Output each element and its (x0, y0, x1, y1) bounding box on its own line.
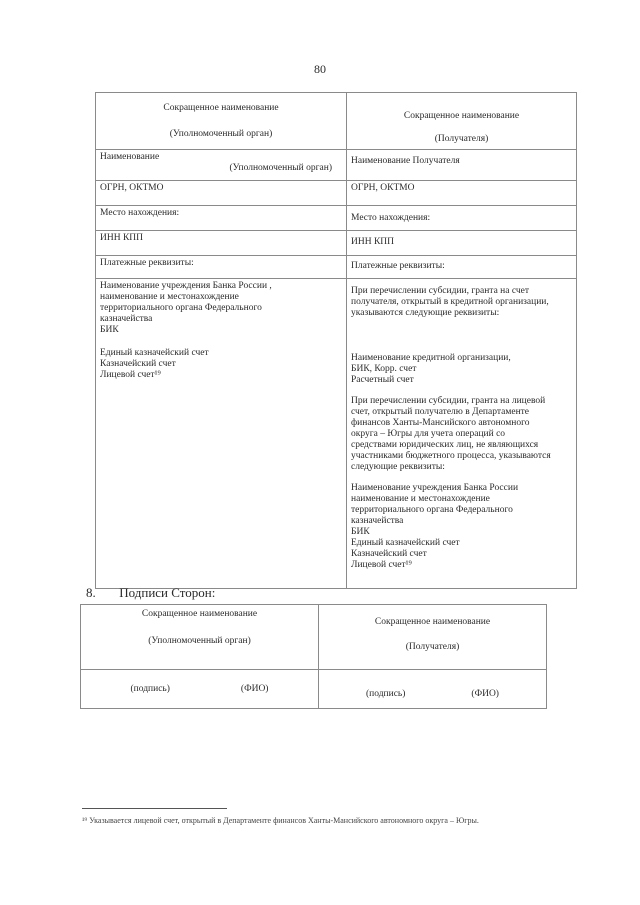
party-details-table (95, 92, 577, 589)
personal-detail-line: Наименование учреждения Банка России (351, 483, 519, 493)
right-inn-cell (347, 231, 577, 256)
personal-intro-line: счет, открытый получателю в Департаменте (351, 407, 530, 417)
name-row (96, 150, 577, 181)
left-bank-line: Наименование учреждения Банка России , (100, 281, 272, 291)
left-requisites-cell (96, 279, 347, 589)
left-name-cell (96, 150, 347, 181)
right-location-cell (347, 206, 577, 231)
credit-detail-line: Расчетный счет (351, 375, 414, 385)
right-payment-label: Платежные реквизиты: (351, 261, 445, 271)
right-short-name: Сокращенное наименование (403, 111, 520, 121)
sig-left-fio-label: (ФИО) (240, 683, 269, 694)
requisites-row (96, 279, 577, 589)
personal-detail-line: Казначейский счет (351, 549, 427, 559)
left-bank-line: территориального органа Федерального (100, 303, 262, 313)
location-row (96, 206, 577, 231)
personal-detail-line: Единый казначейский счет (351, 538, 460, 548)
personal-intro-line: участниками бюджетного процесса, указываются (351, 451, 551, 461)
personal-intro-line: средствами юридических лиц, не являющихся (351, 440, 539, 450)
section-8-heading (86, 585, 215, 601)
left-header-cell (96, 93, 347, 150)
left-account-line: Единый казначейский счет (100, 348, 209, 358)
right-org-label: (Получателя) (434, 134, 489, 144)
right-location-label: Место нахождения: (351, 213, 431, 223)
right-payment-cell (347, 256, 577, 279)
signatures-header-row (81, 605, 547, 670)
credit-intro-line: получателя, открытый в кредитной организации, (351, 297, 549, 307)
signatures-sign-row (81, 670, 547, 709)
left-org-label: (Уполномоченный орган) (169, 129, 273, 139)
sig-right-sign-cell (319, 670, 547, 709)
header-row (96, 93, 577, 150)
left-name-sub: (Уполномоченный орган) (229, 163, 332, 173)
sig-right-name: Сокращенное наименование (374, 617, 491, 627)
right-name-cell (347, 150, 577, 181)
sig-right-header (319, 605, 547, 670)
sig-left-signature-label: (подпись) (130, 683, 170, 694)
signatures-table (80, 604, 547, 709)
personal-detail-line: наименование и местонахождение (351, 494, 490, 504)
page-number: 80 (314, 62, 326, 76)
sig-right-signature-label: (подпись) (365, 688, 406, 699)
footnote-text: ¹⁹ Указывается лицевой счет, открытый в Департаменте финансов Ханты-Мансийского автономного округа – Югры. (82, 816, 479, 825)
sig-right-fio-label: (ФИО) (471, 688, 499, 699)
personal-intro-line: округа – Югры для учета операций со (351, 429, 506, 439)
right-requisites-cell (347, 279, 577, 589)
right-header-cell (347, 93, 577, 150)
personal-detail-line: БИК (351, 527, 370, 537)
credit-intro-line: При перечислении субсидии, гранта на счет (351, 286, 530, 296)
credit-detail-line: БИК, Корр. счет (351, 364, 417, 374)
sig-left-org: (Уполномоченный орган) (148, 636, 251, 646)
left-bank-line: БИК (100, 325, 119, 335)
sig-right-org: (Получателя) (405, 642, 460, 652)
credit-intro-line: указываются следующие реквизиты: (351, 308, 500, 318)
left-bank-line: казначейства (100, 314, 153, 324)
sig-left-header (81, 605, 319, 670)
left-short-name: Сокращенное наименование (163, 103, 279, 113)
personal-intro-line: При перечислении субсидии, гранта на лицевой (351, 396, 546, 406)
personal-intro-line: следующие реквизиты: (351, 462, 445, 472)
personal-intro-line: финансов Ханты-Мансийского автономного (351, 418, 530, 428)
footnote-divider (82, 808, 227, 809)
inn-row (96, 231, 577, 256)
left-ogrn-cell: ОГРН, ОКТМО (96, 181, 347, 206)
payment-row (96, 256, 577, 279)
credit-detail-line: Наименование кредитной организации, (351, 353, 511, 363)
right-name-label: Наименование Получателя (351, 156, 460, 166)
personal-detail-line: территориального органа Федерального (351, 505, 513, 515)
section-number: 8. (86, 585, 96, 600)
sig-left-sign-cell (81, 670, 319, 709)
left-account-line: Лицевой счет¹⁹ (100, 370, 161, 380)
left-inn-cell: ИНН КПП (96, 231, 347, 256)
right-inn-label: ИНН КПП (351, 237, 395, 247)
personal-detail-line: казначейства (351, 516, 404, 526)
ogrn-row (96, 181, 577, 206)
personal-detail-line: Лицевой счет¹⁹ (351, 560, 412, 570)
left-payment-cell: Платежные реквизиты: (96, 256, 347, 279)
left-account-line: Казначейский счет (100, 359, 176, 369)
left-bank-line: наименование и местонахождение (100, 292, 239, 302)
section-title: Подписи Сторон: (119, 585, 216, 600)
left-name-label: Наименование (100, 152, 160, 162)
left-location-cell: Место нахождения: (96, 206, 347, 231)
sig-left-name: Сокращенное наименование (141, 609, 258, 619)
right-ogrn-cell: ОГРН, ОКТМО (347, 181, 577, 206)
